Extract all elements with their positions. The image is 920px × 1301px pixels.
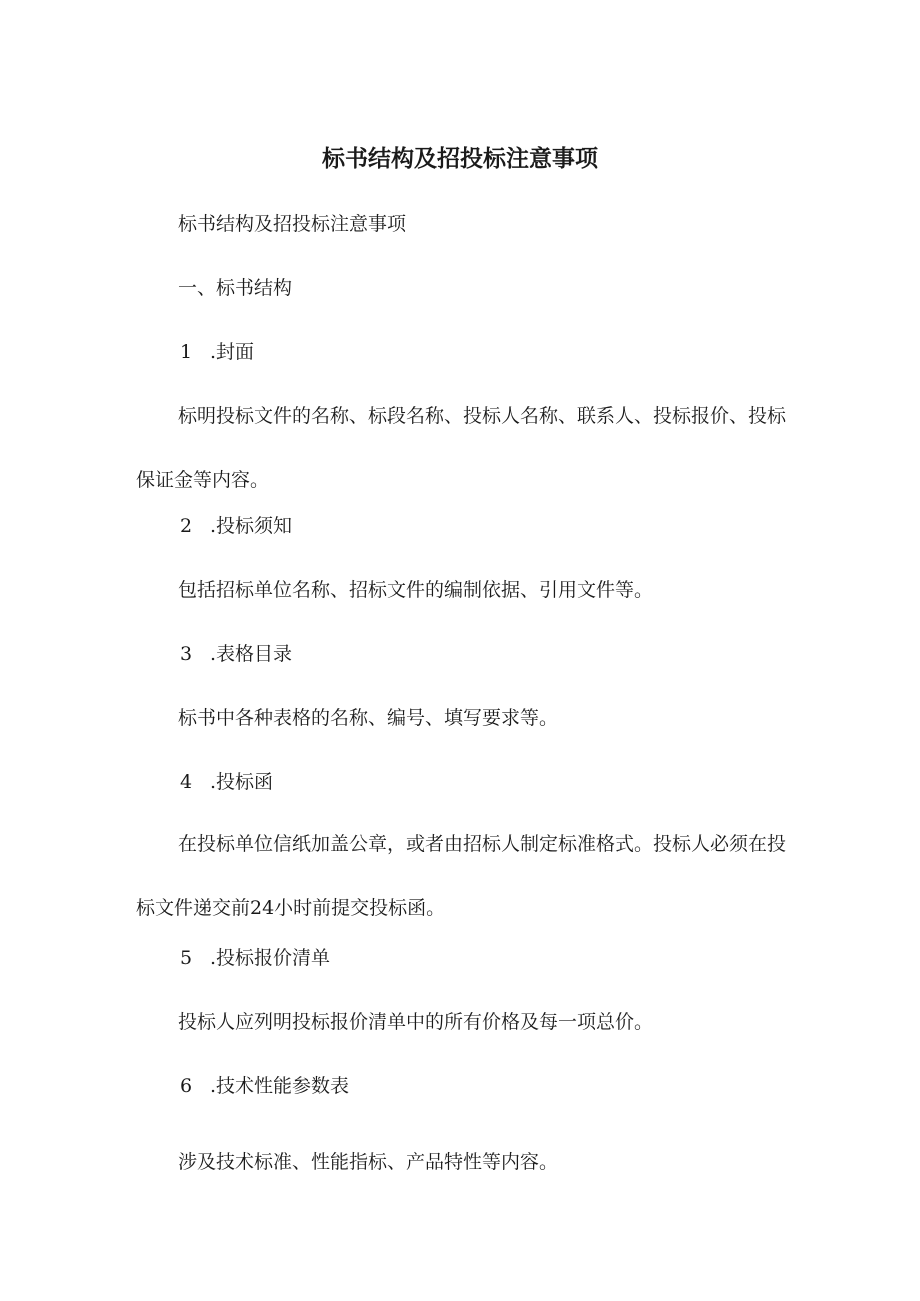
item-body-1: 标明投标文件的名称、标段名称、投标人名称、联系人、投标报价、投标保证金等内容。 — [136, 405, 787, 491]
item-heading-text: .投标报价清单 — [210, 947, 331, 969]
item-heading-1 — [180, 340, 254, 364]
item-heading-2 — [180, 514, 292, 538]
item-body-6: 涉及技术标准、性能指标、产品特性等内容。 — [178, 1151, 559, 1173]
item-heading-text: .表格目录 — [210, 643, 293, 665]
item-number: 6 — [180, 1075, 193, 1097]
item-number: 1 — [180, 341, 193, 363]
item-body-3: 标书中各种表格的名称、编号、填写要求等。 — [178, 707, 559, 729]
document-subtitle: 标书结构及招投标注意事项 — [178, 213, 407, 235]
item-heading-4 — [180, 770, 273, 794]
item-heading-6 — [180, 1074, 349, 1098]
item-number: 5 — [180, 947, 193, 969]
item-heading-text: .技术性能参数表 — [210, 1075, 350, 1097]
item-heading-5 — [180, 946, 330, 970]
item-number: 3 — [180, 643, 193, 665]
item-heading-3 — [180, 642, 292, 666]
item-body-5: 投标人应列明投标报价清单中的所有价格及每一项总价。 — [178, 1011, 654, 1033]
item-number: 2 — [180, 515, 193, 537]
item-heading-text: .投标函 — [210, 771, 274, 793]
item-body-4: 在投标单位信纸加盖公章，或者由招标人制定标准格式。投标人必须在投标文件递交前24小时前提交投标函。 — [136, 833, 787, 919]
item-heading-text: .封面 — [210, 341, 255, 363]
item-number: 4 — [180, 771, 193, 793]
page-title: 标书结构及招投标注意事项 — [322, 146, 598, 172]
section-heading: 一、标书结构 — [178, 277, 293, 299]
item-heading-text: .投标须知 — [210, 515, 293, 537]
item-body-2: 包括招标单位名称、招标文件的编制依据、引用文件等。 — [178, 579, 654, 601]
